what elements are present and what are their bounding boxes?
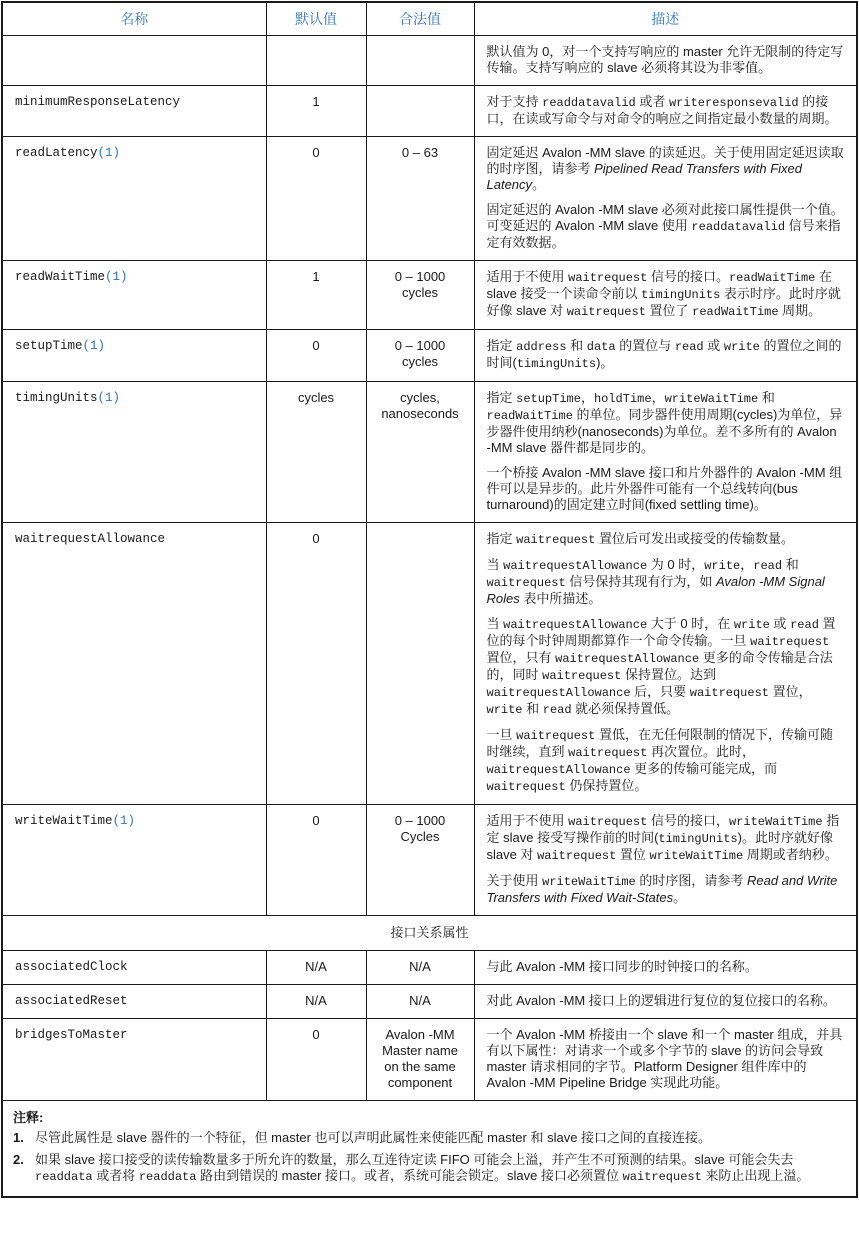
code-run: waitrequestAllowance [555, 652, 700, 666]
table-row [2, 382, 857, 523]
code-run: timingUnits [641, 288, 721, 302]
description-cell [474, 805, 857, 916]
property-name: bridgesToMaster [15, 1028, 128, 1042]
default-value-cell: N/A [266, 951, 366, 985]
reference-run: Pipelined Read Transfers with Fixed Latency [486, 161, 802, 192]
text-run: )。 [596, 355, 614, 370]
text-run: 适用于不使用 [486, 269, 569, 284]
description-paragraph [487, 873, 845, 906]
table-row [2, 951, 857, 985]
property-name-cell [2, 36, 266, 86]
code-run: waitrequest [568, 271, 648, 285]
text-run: 和 [758, 390, 775, 405]
default-value-cell: N/A [266, 985, 366, 1019]
property-name: writeWaitTime [15, 814, 113, 828]
text-run: 指定 slave 接受写操作前的时间( [486, 813, 840, 845]
text-run: 关于使用 [486, 873, 543, 888]
code-run: readdatavalid [542, 96, 636, 110]
description-paragraph [487, 727, 845, 795]
text-run: )。此时序就好像 slave 对 [486, 830, 833, 862]
text-run: ， [651, 390, 665, 405]
description-paragraph [487, 390, 845, 456]
notes-title: 注释: [13, 1110, 44, 1125]
default-value-cell [266, 36, 366, 86]
footnote-link[interactable]: (1) [97, 146, 121, 160]
text-run: 或者 [635, 94, 669, 109]
text-run: 置位 [616, 847, 650, 862]
text-run: ， [740, 557, 754, 572]
section-title-cell: 接口关系属性 [2, 916, 857, 951]
document-page [0, 1, 859, 1198]
code-run: readdata [35, 1170, 93, 1184]
description-paragraph [487, 465, 845, 513]
text-run: 保持置位。达到 [621, 667, 716, 682]
description-paragraph [487, 531, 845, 548]
code-run: readWaitTime [486, 409, 573, 423]
text-run: 默认值为 0，对一个支持写响应的 master 允许无限制的待定写传输。支持写响应的 slave 必须将其设为非零值。 [486, 44, 844, 75]
notes-cell [2, 1101, 857, 1198]
text-run: 当 [486, 616, 504, 631]
text-run: 更多的命令传输是合法的，同时 [486, 650, 833, 682]
text-run: 适用于不使用 [486, 813, 569, 828]
property-name-cell [2, 985, 266, 1019]
text-run: 尽管此属性是 slave 器件的一个特征，但 master 也可以声明此属性来使能匹配 master 和 slave 接口之间的直接连接。 [35, 1130, 712, 1145]
property-name-cell [2, 523, 266, 805]
text-run: 和 [566, 338, 587, 353]
text-run: 置位，只有 [486, 650, 556, 665]
property-name-cell [2, 805, 266, 916]
legal-values-cell: 0 – 1000 cycles [366, 330, 474, 382]
legal-values-cell: 0 – 1000 Cycles [366, 805, 474, 916]
code-run: waitrequest [516, 729, 596, 743]
text-run: 为 0 时， [647, 557, 705, 572]
text-run: 来防止出现上溢。 [701, 1168, 810, 1183]
note-text [35, 1130, 846, 1146]
description-cell [474, 382, 857, 523]
code-run: readWaitTime [692, 305, 779, 319]
description-cell [474, 1019, 857, 1101]
code-run: write [486, 703, 523, 717]
text-run: 或 [769, 616, 791, 631]
text-run: 置位后可发出或接受的传输数量。 [595, 531, 794, 546]
property-name-cell [2, 86, 266, 137]
code-run: waitrequest [622, 1170, 702, 1184]
text-run: 一个 Avalon -MM 桥接由一个 slave 和一个 master 组成，并具有以下属性：对请求一个或多个字节的 slave 的访问会导致 master 请求相同的字节。Platform Designer 组件库中的 Avalon -MM Pipeline Bridge 实现此功能。 [486, 1027, 843, 1090]
code-run: writeWaitTime [542, 875, 636, 889]
note-number: 1. [13, 1130, 24, 1145]
legal-values-cell: Avalon -MM Master name on the same component [366, 1019, 474, 1101]
code-run: read [542, 703, 572, 717]
header-default-value: 默认值 [266, 2, 366, 36]
table-row [2, 805, 857, 916]
text-run: 在 slave 接受一个读命令前以 [486, 269, 833, 301]
default-value-cell: 0 [266, 805, 366, 916]
text-run: 再次置位。此时， [647, 744, 755, 759]
code-run: data [586, 340, 616, 354]
legal-values-cell [366, 36, 474, 86]
text-run: 更多的传输可能完成，而 [630, 761, 778, 776]
property-name-cell [2, 382, 266, 523]
code-run: writeWaitTime [728, 815, 823, 829]
text-run: 和 [782, 557, 799, 572]
property-name: setupTime [15, 339, 83, 353]
code-run: waitrequest [537, 849, 617, 863]
code-run: read [674, 340, 704, 354]
code-run: timingUnits [658, 832, 738, 846]
reference-run: Avalon -MM Signal Roles [486, 574, 825, 606]
text-run: 与此 Avalon -MM 接口同步的时钟接口的名称。 [486, 959, 758, 974]
text-run: 固定延迟的 Avalon -MM slave 必须对此接口属性提供一个值。 可变延迟的 Avalon -MM slave 使用 [486, 202, 844, 233]
text-run: 对于支持 [486, 94, 543, 109]
property-name: timingUnits [15, 391, 98, 405]
text-run: ， [580, 390, 594, 405]
code-run: address [516, 340, 567, 354]
text-run: 指定 [486, 390, 517, 405]
notes-row [2, 1101, 857, 1198]
text-run: 的置位与 [615, 338, 675, 353]
text-run: 信号保持其现有行为，如 [565, 574, 716, 589]
table-row [2, 985, 857, 1019]
property-name-cell [2, 261, 266, 330]
description-cell [474, 985, 857, 1019]
code-run: read [753, 559, 783, 573]
description-cell [474, 137, 857, 261]
legal-values-cell: N/A [366, 985, 474, 1019]
description-paragraph [487, 338, 845, 372]
code-run: waitrequest [516, 533, 596, 547]
text-run: 置位了 [645, 303, 693, 318]
footnote-link[interactable]: (1) [82, 339, 106, 353]
description-paragraph [487, 1027, 845, 1091]
text-run: 当 [486, 557, 504, 572]
code-run: waitrequestAllowance [486, 686, 631, 700]
text-run: 的接口，在读或写命令与对命令的响应之间指定最小数量的周期。 [486, 94, 838, 126]
table-row [2, 36, 857, 86]
description-cell [474, 261, 857, 330]
code-run: waitrequest [568, 746, 648, 760]
description-paragraph [487, 94, 845, 127]
description-paragraph [487, 813, 845, 864]
text-run: 置位的每个时钟周期都算作一个命令传输。一旦 [486, 616, 836, 648]
legal-values-cell: 0 – 63 [366, 137, 474, 261]
description-cell [474, 951, 857, 985]
text-run: 信号的接口。 [647, 269, 729, 284]
default-value-cell: 0 [266, 330, 366, 382]
header-description: 描述 [474, 2, 857, 36]
code-run: writeWaitTime [664, 392, 759, 406]
property-name: readLatency [15, 146, 98, 160]
code-run: waitrequest [486, 780, 566, 794]
footnote-link[interactable]: (1) [97, 391, 121, 405]
text-run: 表示时序。此时序就好像 slave 对 [486, 286, 841, 318]
description-cell [474, 330, 857, 382]
description-paragraph [487, 269, 845, 320]
text-run: 置位， [768, 684, 812, 699]
table-row [2, 137, 857, 261]
code-run: write [723, 340, 760, 354]
property-name-cell [2, 137, 266, 261]
description-paragraph [487, 145, 845, 193]
code-run: waitrequest [750, 635, 830, 649]
header-row [2, 2, 857, 36]
default-value-cell: 0 [266, 1019, 366, 1101]
description-cell [474, 36, 857, 86]
code-run: readWaitTime [728, 271, 816, 285]
code-run: writeWaitTime [649, 849, 744, 863]
section-row [2, 916, 857, 951]
text-run: 仍保持置位。 [565, 778, 648, 793]
property-name-cell [2, 330, 266, 382]
text-run: 。 [532, 177, 546, 192]
legal-values-cell: N/A [366, 951, 474, 985]
text-run: 一个桥接 Avalon -MM slave 接口和片外器件的 Avalon -MM 组件可以是异步的。此片外器件可能有一个总线转向(bus turnaround)的固定建立时间(fixed settling time)。 [486, 465, 843, 512]
default-value-cell: 1 [266, 86, 366, 137]
legal-values-cell [366, 86, 474, 137]
text-run: 的置位之间的时间( [486, 338, 842, 370]
text-run: 和 [522, 701, 543, 716]
text-run: 一旦 [486, 727, 517, 742]
text-run: 的单位。同步器件使用周期(cycles)为单位，异步器件使用纳秒(nanoseconds)为单位。差不多所有的 Avalon -MM slave 器件都是同步的。 [486, 407, 843, 455]
text-run: 就必须保持置低。 [571, 701, 680, 716]
property-name: associatedClock [15, 960, 128, 974]
header-name: 名称 [2, 2, 266, 36]
description-cell [474, 86, 857, 137]
footnote-link[interactable]: (1) [105, 270, 128, 284]
table-body [2, 36, 857, 1198]
property-name-cell [2, 1019, 266, 1101]
property-name: associatedReset [15, 994, 128, 1008]
text-run: 对此 Avalon -MM 接口上的逻辑进行复位的复位接口的名称。 [486, 993, 836, 1008]
code-run: readdatavalid [691, 220, 786, 234]
legal-values-cell: 0 – 1000 cycles [366, 261, 474, 330]
legal-values-cell [366, 523, 474, 805]
note-number: 2. [13, 1152, 24, 1167]
table-row [2, 330, 857, 382]
note-item [13, 1130, 846, 1146]
description-paragraph [487, 557, 845, 607]
description-paragraph [487, 44, 845, 76]
description-cell [474, 523, 857, 805]
code-run: write [704, 559, 741, 573]
property-name: readWaitTime [15, 270, 106, 284]
header-legal-values: 合法值 [366, 2, 474, 36]
code-run: waitrequest [486, 576, 566, 590]
reference-run: Read and Write Transfers with Fixed Wait-States [486, 873, 838, 905]
table-header [2, 2, 857, 36]
default-value-cell: cycles [266, 382, 366, 523]
code-run: waitrequest [566, 305, 646, 319]
text-run: 表中所描述。 [519, 591, 602, 606]
text-run: 信号来指定有效数据。 [486, 218, 841, 250]
table-row [2, 86, 857, 137]
attributes-table [1, 1, 858, 1198]
code-run: waitrequestAllowance [503, 559, 648, 573]
description-paragraph [487, 616, 845, 718]
text-run: 信号的接口， [647, 813, 729, 828]
code-run: waitrequest [689, 686, 769, 700]
text-run: 或 [703, 338, 724, 353]
property-name: waitrequestAllowance [15, 532, 166, 546]
code-run: write [733, 618, 770, 632]
text-run: 如果 slave 接口接受的读传输数量多于所允许的数量，那么互连待定读 FIFO 可能会上溢，并产生不可预测的结果。slave 可能会失去 [35, 1152, 794, 1167]
description-paragraph [487, 959, 845, 975]
text-run: 路由到错误的 master 接口。或者，系统可能会锁定。slave 接口必须置位 [196, 1168, 623, 1183]
text-run: 周期。 [778, 303, 822, 318]
property-name: minimumResponseLatency [15, 95, 181, 109]
legal-values-cell: cycles, nanoseconds [366, 382, 474, 523]
text-run: 固定延迟 Avalon -MM slave 的读延迟。关于使用固定延迟读取的时序图，请参考 [486, 145, 844, 176]
text-run: 。 [673, 890, 687, 905]
text-run: 指定 [486, 338, 517, 353]
note-text [35, 1152, 846, 1185]
property-name-cell [2, 951, 266, 985]
table-row [2, 523, 857, 805]
code-run: readdata [138, 1170, 197, 1184]
code-run: waitrequest [568, 815, 648, 829]
text-run: 大于 0 时，在 [647, 616, 734, 631]
text-run: 或者将 [92, 1168, 139, 1183]
default-value-cell: 0 [266, 523, 366, 805]
code-run: read [790, 618, 819, 632]
footnote-link[interactable]: (1) [112, 814, 136, 828]
code-run: waitrequest [542, 669, 622, 683]
code-run: writeresponsevalid [668, 96, 799, 110]
text-run: 周期或者纳秒。 [743, 847, 838, 862]
table-row [2, 1019, 857, 1101]
text-run: 后，只要 [630, 684, 690, 699]
code-run: waitrequestAllowance [486, 763, 631, 777]
table-row [2, 261, 857, 330]
description-paragraph [487, 202, 845, 251]
note-item [13, 1152, 846, 1185]
code-run: holdTime [593, 392, 652, 406]
default-value-cell: 0 [266, 137, 366, 261]
text-run: 置低，在无任何限制的情况下，传输可随时继续，直到 [486, 727, 833, 759]
code-run: setupTime [516, 392, 581, 406]
default-value-cell: 1 [266, 261, 366, 330]
text-run: 指定 [486, 531, 517, 546]
description-paragraph [487, 993, 845, 1009]
text-run: 的时序图，请参考 [635, 873, 747, 888]
code-run: waitrequestAllowance [503, 618, 648, 632]
code-run: timingUnits [516, 357, 597, 371]
